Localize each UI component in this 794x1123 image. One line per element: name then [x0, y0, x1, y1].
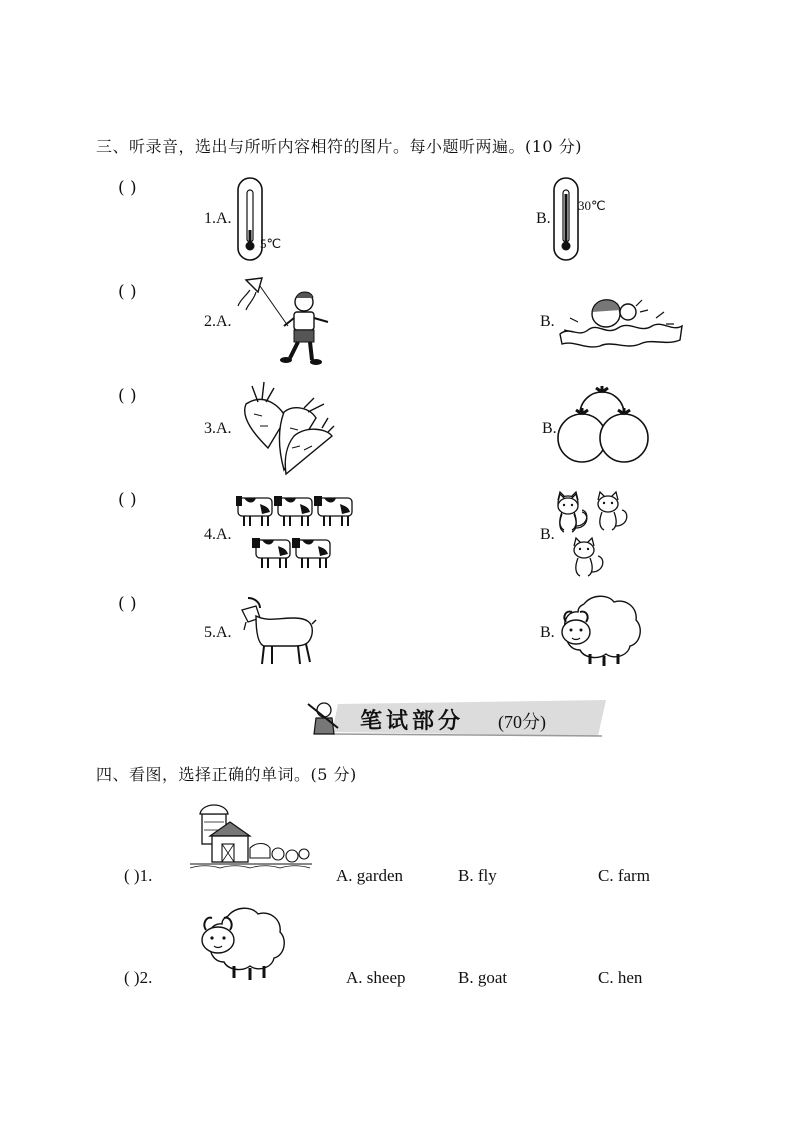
answer-blank-2[interactable]: ( ) [118, 282, 137, 302]
item1-option-c[interactable]: C. farm [598, 866, 650, 885]
banner-score: (70分) [498, 712, 546, 732]
q3-option-a-label: 3.A. [204, 420, 232, 437]
farm-icon [190, 800, 312, 870]
q5-option-b-label: B. [540, 624, 555, 641]
answer-blank-3[interactable]: ( ) [118, 386, 137, 406]
q2-option-b-label: B. [540, 313, 555, 330]
item2-option-b[interactable]: B. goat [458, 968, 508, 987]
pen-figure-icon [304, 698, 344, 738]
carrots-icon [234, 378, 336, 476]
q5-option-a-label: 5.A. [204, 624, 232, 641]
answer-blank-5[interactable]: ( ) [118, 594, 137, 614]
q3-option-b-label: B. [542, 420, 557, 437]
q1-a-temperature: 5℃ [260, 236, 282, 251]
section3-heading: 三、听录音，选出与所听内容相符的图片。每小题听两遍。(10 分) [96, 137, 582, 156]
thermometer-icon [552, 174, 582, 264]
q1-b-temperature: 30℃ [578, 198, 606, 213]
cows-icon [236, 492, 362, 574]
q1-option-a-label: 1.A. [204, 210, 232, 227]
answer-blank-1[interactable]: ( ) [118, 178, 137, 198]
tomatoes-icon [556, 386, 650, 466]
word-item-2-prefix[interactable]: ( )2. [124, 968, 153, 987]
item2-option-a[interactable]: A. sheep [346, 968, 406, 987]
banner-title: 笔试部分 [360, 709, 465, 734]
sheep-icon [556, 594, 642, 670]
section4-heading: 四、看图，选择正确的单词。(5 分) [96, 765, 357, 784]
written-section-banner [298, 698, 610, 738]
item1-option-a[interactable]: A. garden [336, 866, 404, 885]
sheep-icon [194, 906, 290, 982]
cats-icon [554, 490, 638, 578]
item1-option-b[interactable]: B. fly [458, 866, 497, 885]
q2-option-a-label: 2.A. [204, 313, 232, 330]
boy-flying-kite-icon [232, 276, 336, 368]
answer-blank-4[interactable]: ( ) [118, 490, 137, 510]
girl-swimming-icon [556, 288, 686, 352]
q4-option-a-label: 4.A. [204, 526, 232, 543]
q4-option-b-label: B. [540, 526, 555, 543]
word-item-1-prefix[interactable]: ( )1. [124, 866, 153, 885]
item2-option-c[interactable]: C. hen [598, 968, 643, 987]
q1-option-b-label: B. [536, 210, 551, 227]
goat-icon [234, 596, 318, 668]
